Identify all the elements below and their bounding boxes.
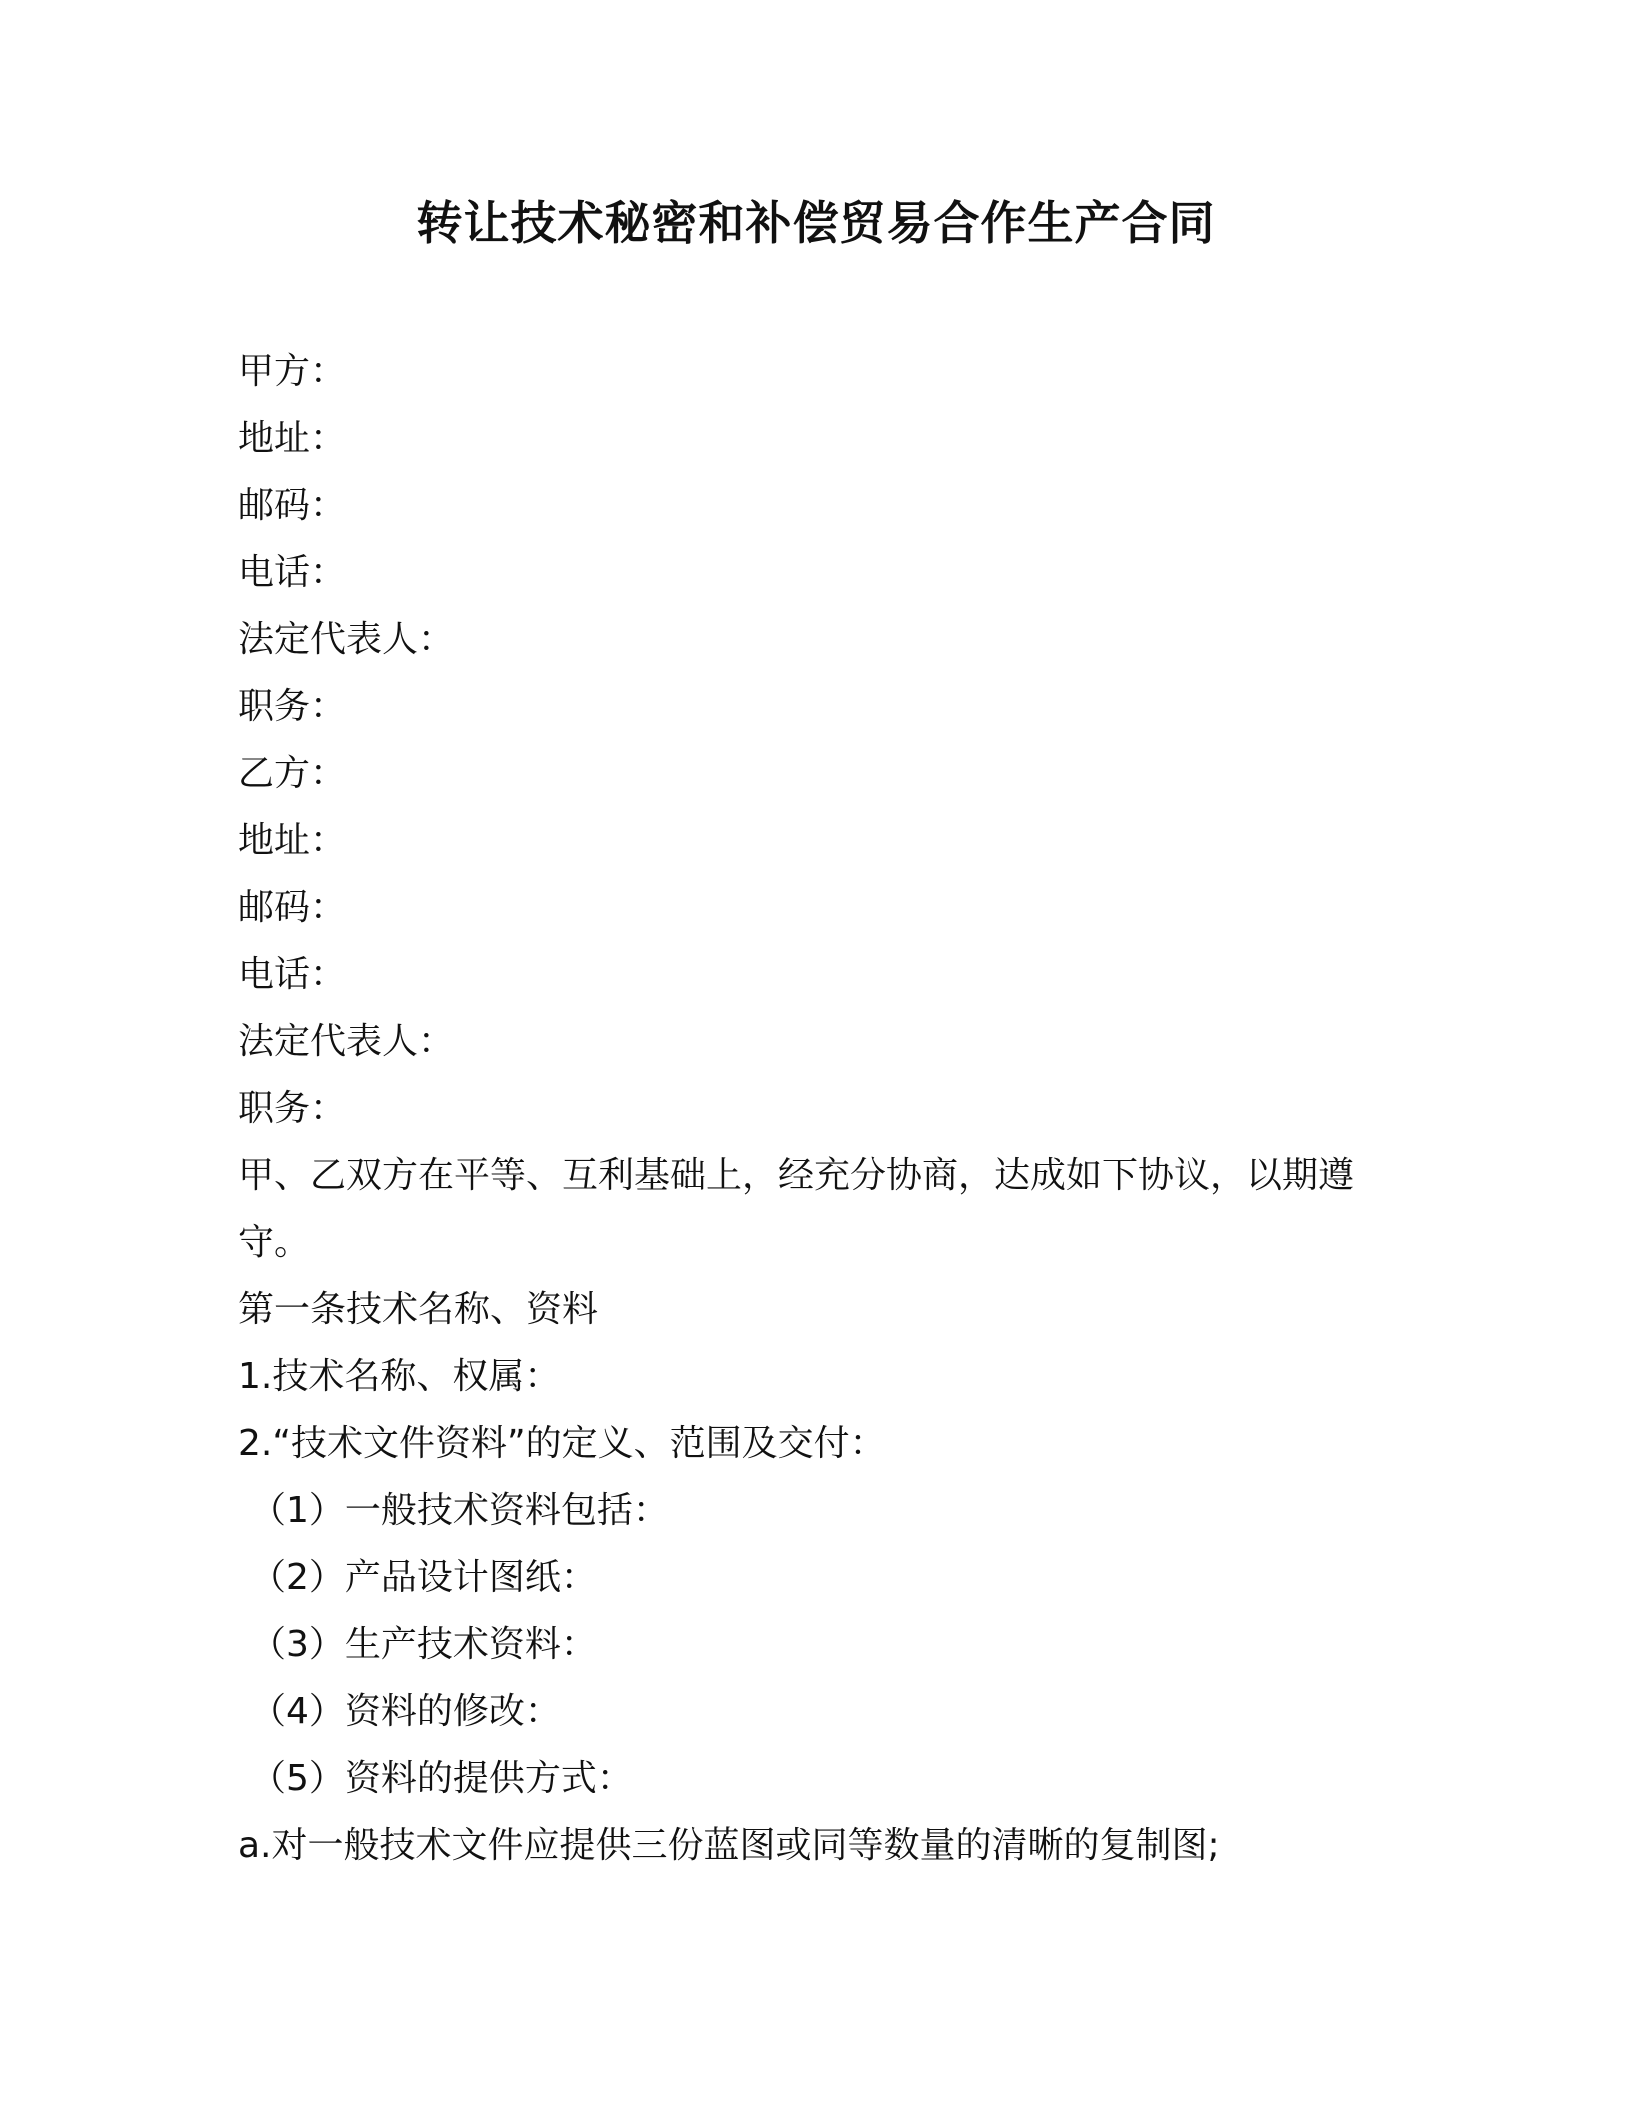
article-1-sub-item: （4）资料的修改： — [250, 1691, 561, 1732]
article-1-sub-item: （5）资料的提供方式： — [250, 1758, 633, 1799]
party-a-position-label: 职务： — [238, 686, 347, 727]
party-b-position-label: 职务： — [238, 1088, 347, 1129]
party-a-address-label: 地址： — [238, 418, 347, 459]
document-title: 转让技术秘密和补偿贸易合作生产合同 — [416, 196, 1216, 250]
article-1-heading: 第一条技术名称、资料 — [238, 1289, 599, 1330]
article-1-sub-item: （2）产品设计图纸： — [250, 1557, 597, 1598]
party-b-name-label: 乙方： — [238, 753, 347, 794]
preamble-paragraph: 甲、乙双方在平等、互利基础上，经充分协商，达成如下协议，以期遵守。 — [238, 1155, 1355, 1263]
party-b-postcode-label: 邮码： — [238, 887, 347, 928]
article-1-item-1: 1.技术名称、权属： — [238, 1356, 561, 1397]
party-a-phone-label: 电话： — [238, 552, 347, 593]
article-1-item-2: 2.“技术文件资料”的定义、范围及交付： — [238, 1423, 886, 1464]
party-b-legal-rep-label: 法定代表人： — [238, 1021, 455, 1062]
party-a-name-label: 甲方： — [238, 351, 347, 392]
party-b-address-label: 地址： — [238, 820, 347, 861]
party-a-legal-rep-label: 法定代表人： — [238, 619, 455, 660]
article-1-clause-a: a.对一般技术文件应提供三份蓝图或同等数量的清晰的复制图; — [238, 1825, 1220, 1866]
party-a-postcode-label: 邮码： — [238, 485, 347, 526]
party-b-phone-label: 电话： — [238, 954, 347, 995]
document-body — [238, 338, 1398, 1879]
article-1-sub-item: （1）一般技术资料包括： — [250, 1490, 669, 1531]
article-1-sub-item: （3）生产技术资料： — [250, 1624, 597, 1665]
